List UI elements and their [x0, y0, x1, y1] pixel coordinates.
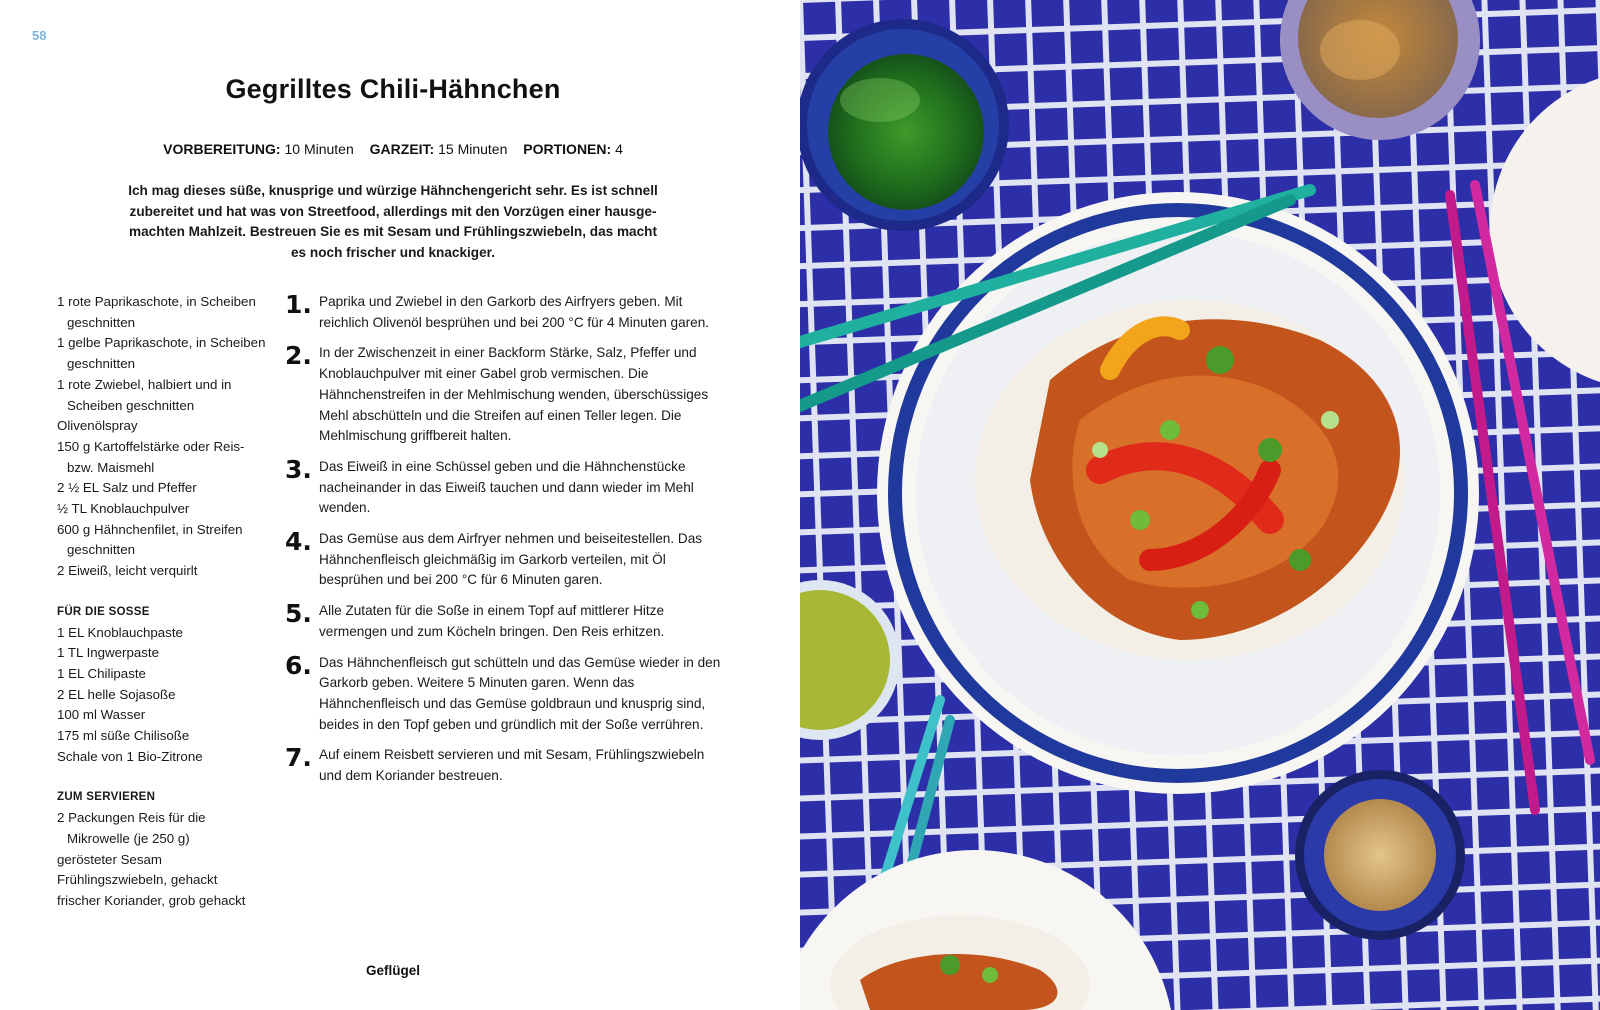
- serve-heading: ZUM SERVIEREN: [57, 791, 156, 804]
- step-4: [285, 527, 728, 591]
- meta-cook-label: GARZEIT:: [369, 141, 435, 157]
- step-text: Auf einem Reisbett servieren und mit Sesam, Frühlingszwiebeln und dem Koriander bestreuen.: [319, 747, 705, 784]
- ingredient-item: 600 g Hähnchenfilet, in Streifen geschnitten: [57, 521, 243, 558]
- ingredient-item: 2 Eiweiß, leicht verquirlt: [57, 563, 198, 579]
- glass-green-drink: [800, 19, 1009, 231]
- ingredient-item: Frühlingszwiebeln, gehackt: [57, 872, 218, 888]
- step-3: [285, 454, 728, 519]
- ingredient-item: 100 ml Wasser: [57, 707, 146, 723]
- main-plate: [877, 192, 1479, 794]
- step-5: [285, 599, 728, 642]
- ingredient-item: 1 EL Knoblauchpaste: [57, 624, 183, 640]
- ingredient-list: [57, 292, 267, 912]
- ingredient-item: 1 rote Paprikaschote, in Scheiben geschnitten: [57, 294, 256, 330]
- step-2: [285, 341, 728, 447]
- sesame-bowl: [1295, 770, 1465, 940]
- step-number: 1.: [285, 290, 312, 319]
- step-number: 3.: [285, 454, 312, 484]
- recipe-intro: [112, 181, 674, 263]
- step-number: 7.: [285, 743, 312, 773]
- meta-servings: [523, 141, 623, 157]
- sauce-heading: FÜR DIE SOSSE: [57, 605, 150, 618]
- ingredient-item: 2 EL helle Sojasoße: [57, 686, 176, 702]
- meta-prep: [163, 141, 354, 157]
- meta-prep-label: VORBEREITUNG:: [163, 141, 281, 157]
- meta-servings-value: 4: [615, 141, 623, 157]
- ingredient-item: 175 ml süße Chilisoße: [57, 728, 190, 744]
- step-text: Alle Zutaten für die Soße in einem Topf auf mittlerer Hitze vermengen und zum Köcheln bringen. Den Reis erhitzen.: [319, 603, 665, 639]
- ingredient-item: 2 Packungen Reis für die Mikrowelle (je 250 g): [57, 810, 206, 846]
- intro-line: machten Mahlzeit. Bestreuen Sie es mit Sesam und Frühlingszwiebeln, das macht: [128, 224, 658, 240]
- step-text: Das Gemüse aus dem Airfryer nehmen und beiseitestellen. Das Hähnchenfleisch gleichmäßig im Garkorb verteilen, mit Öl besprühen und bei 200 °C für 6 Minuten garen.: [319, 531, 703, 588]
- page-number: 58: [32, 28, 47, 43]
- ingredient-item: 2 ½ EL Salz und Pfeffer: [57, 480, 197, 496]
- meta-cook-value: 15 Minuten: [438, 141, 508, 157]
- meta-servings-label: PORTIONEN:: [523, 141, 612, 157]
- step-1: [285, 290, 728, 333]
- step-text: Paprika und Zwiebel in den Garkorb des Airfryers geben. Mit reichlich Olivenöl besprühen und bei 200 °C für 4 Minuten garen.: [319, 294, 710, 330]
- ingredient-item: gerösteter Sesam: [57, 851, 162, 867]
- intro-line: es noch frischer und knackiger.: [291, 244, 495, 260]
- instruction-steps: [285, 290, 728, 797]
- recipe-meta: [0, 141, 786, 157]
- step-number: 5.: [285, 599, 312, 629]
- ingredient-item: 1 TL Ingwerpaste: [57, 645, 160, 661]
- recipe-title: Gegrilltes Chili-Hähnchen: [225, 74, 561, 104]
- meta-cook: [370, 141, 508, 157]
- meta-prep-value: 10 Minuten: [284, 141, 354, 157]
- step-number: 2.: [285, 341, 312, 371]
- step-6: [285, 650, 728, 736]
- food-photo: [800, 0, 1600, 1010]
- step-text: In der Zwischenzeit in einer Backform Stärke, Salz, Pfeffer und Knoblauchpulver mit einer Gabel grob vermischen. Die Hähnchenstreifen in der Mehlmischung wenden, überschüssiges Mehl abschütteln und die Streifen auf einen Teller legen. Die Mehlmischung griffbereit halten.: [319, 345, 709, 444]
- intro-line: zubereitet und hat was von Streetfood, allerdings mit den Vorzügen einer hausge-: [129, 203, 657, 219]
- ingredient-item: 1 rote Zwiebel, halbiert und in Scheiben geschnitten: [57, 376, 232, 413]
- ingredient-item: Schale von 1 Bio-Zitrone: [57, 748, 203, 764]
- food-photo-illustration: [800, 0, 1600, 1010]
- ingredient-item: 1 gelbe Paprikaschote, in Scheiben geschnitten: [57, 335, 266, 372]
- step-text: Das Hähnchenfleisch gut schütteln und das Gemüse wieder in den Garkorb geben. Weitere 5 Minuten garen. Wenn das Hähnchenfleisch und das Gemüse goldbraun und knusprig sind, beides in den Topf geben und gründlich mit der Soße verrühren.: [319, 654, 721, 732]
- chapter-footer: Geflügel: [365, 963, 420, 978]
- step-number: 6.: [285, 650, 312, 680]
- ingredient-item: Olivenölspray: [57, 418, 138, 434]
- intro-line: Ich mag dieses süße, knusprige und würzige Hähnchengericht sehr. Es ist schnell: [128, 183, 658, 198]
- ingredient-item: 1 EL Chilipaste: [57, 665, 146, 681]
- ingredient-item: ½ TL Knoblauchpulver: [57, 501, 190, 517]
- step-text: Das Eiweiß in eine Schüssel geben und die Hähnchenstücke nacheinander in das Eiweiß tauchen und dann wieder im Mehl wenden.: [319, 458, 694, 516]
- ingredient-item: 150 g Kartoffelstärke oder Reis- bzw. Maismehl: [57, 438, 245, 475]
- ingredient-item: frischer Koriander, grob gehackt: [57, 892, 246, 908]
- step-7: [285, 743, 728, 786]
- step-number: 4.: [285, 527, 312, 557]
